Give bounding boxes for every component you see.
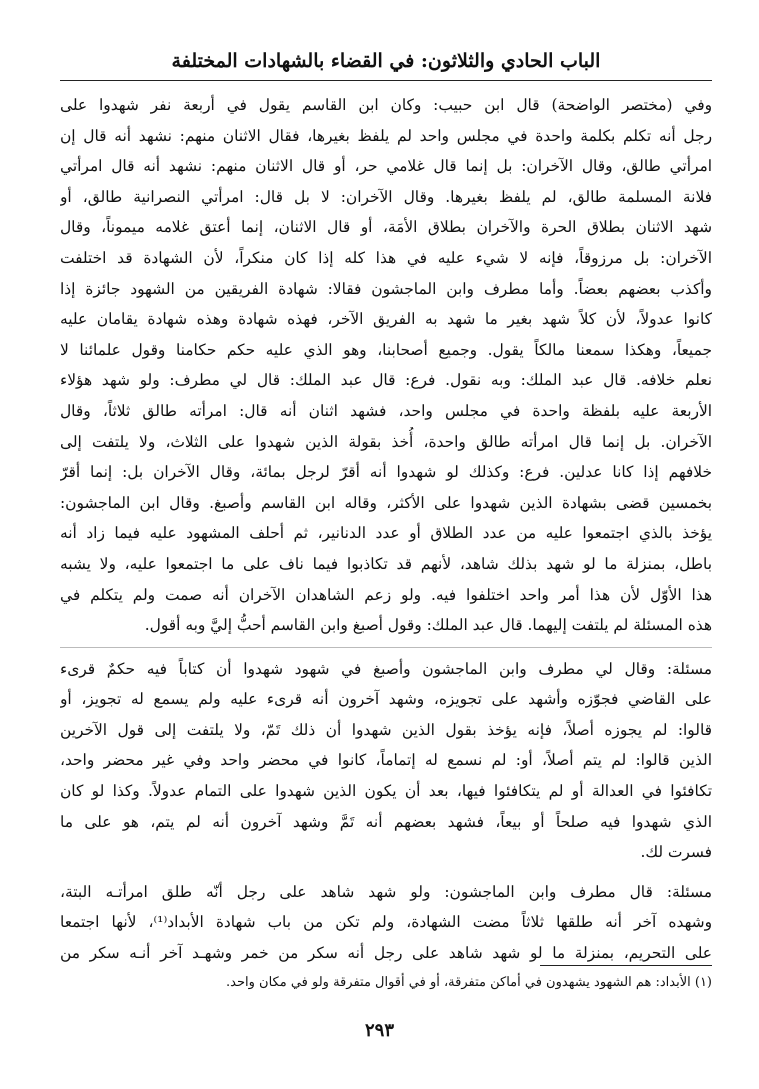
text-line: الآخران. بل إنما قال امرأته طالق واحدة، أُخذ بقولة الذين شهدوا على الثلاث، ولا يلتفت إلى xyxy=(60,432,712,451)
text-line: وأكذب بعضهم بعضاً. وأما مطرف وابن الماجشون فقالا: شهادة الفريقين من الشهود جائزة إذا xyxy=(60,279,712,298)
text-line: امرأتي طالق، وقال الآخران: بل إنما قال غلامي حر، أو قال الاثنان منهم: نشهد أنه قال امرأتي xyxy=(60,157,712,176)
paragraph-gap xyxy=(60,868,712,877)
text-line: بخمسين قضى بشهادة الذين شهدوا على الأكثر، وقاله ابن القاسم وأصبغ. وقال ابن الماجشون: xyxy=(60,493,712,512)
text-line: الذي شهدوا فيه صلحاً أو بيعاً، فشهد بعضهم أنه تَمَّ وشهد آخرون أنه لم يتم، هو على ما xyxy=(60,812,712,831)
paragraph-divider xyxy=(60,647,712,648)
text-line: كانوا عدولاً، لأن كلاً شهد بغير ما شهد به الفريق الآخر، فهذه شهادة وهذه شهادة يقامان عليه xyxy=(60,310,712,329)
footnote: (١) الأبداد: هم الشهود يشهدون في أماكن متفرقة، أو في أقوال متفرقة ولو في مكان واحد. xyxy=(226,975,712,990)
text-line: شهد الاثنان بطلاق الحرة والآخران بطلاق الأمَة، أو قال الاثنان، إنما أعتق غلامه ميموناً، وقال xyxy=(60,218,712,237)
text-line: هذه المسئلة لم يلتفت إليهما. قال عبد الملك: وقول أصبغ وابن القاسم أحبُّ إليَّ وبه أقول. xyxy=(144,616,712,635)
text-line: باطل، بمنزلة ما لو شهد بذلك شاهد، لأنهم قد تكاذبوا فيما ناف على ما اجتمعوا عليه، ولا يشبه xyxy=(60,554,712,573)
text-line: فلانة المسلمة طالق، لم يلفظ بغيرها. وقال الآخران: لا بل قال: امرأتي النصرانية طالق، أو xyxy=(60,187,712,206)
text-line: مسئلة: قال مطرف وابن الماجشون: ولو شهد شاهد على رجل أنّه طلق امرأتـه البتة، xyxy=(60,882,712,901)
text-line: على القاضي فجوّزه وأشهد على تجويزه، وشهد آخرون أنه قرىء عليه ولم يسمع له تجويز، أو xyxy=(60,690,712,709)
page-number: ٢٩٣ xyxy=(364,1020,394,1041)
text-line: مسئلة: وقال لي مطرف وابن الماجشون وأصبغ في شهود شهدوا أن كتاباً فيه حكمٌ قرىء xyxy=(60,659,712,678)
text-line: وفي (مختصر الواضحة) قال ابن حبيب: وكان ابن القاسم يقول في أربعة نفر شهدوا على xyxy=(60,96,712,114)
text-line: هذا الأوّل لأن هذا أمر واحد اختلفوا فيه. ولو زعم الشاهدان الآخران أنه صمت ولم يتكلم في xyxy=(60,585,712,604)
main-text xyxy=(60,90,712,969)
footnote-rule xyxy=(540,965,712,966)
chapter-title: الباب الحادي والثلاثون: في القضاء بالشهادات المختلفة xyxy=(171,50,601,72)
text-line: وشهده آخر أنه طلقها ثلاثاً مضت الشهادة، ولم تكن من باب شهادة الأبداد⁽¹⁾، لأنها اجتمعا xyxy=(60,913,712,932)
text-line: قالوا: لم يجوزه أصلاً، فإنه يؤخذ بقول الذين شهدوا أن ذلك تَمّ، ولا يلتفت إلى قول الآخرين xyxy=(60,720,712,739)
text-line: فسرت لك. xyxy=(640,843,712,862)
paragraph xyxy=(60,877,712,969)
text-line: الأربعة عليه بلفظة واحدة في مجلس واحد، فشهد اثنان أنه قال: امرأته طالق ثلاثاً، وقال xyxy=(60,401,712,420)
text-line: الآخران: بل مرزوقاً، فإنه لا شيء عليه في هذا كله إذا كان منكراً، لأن الشهادة قد اختلفت xyxy=(60,248,712,267)
text-line: الذين قالوا: لم يتم أصلاً، أو: لم نسمع له إتماماً، كانوا في محضر واحد وفي غير محضر واحد، xyxy=(60,751,712,770)
text-line: جميعاً، وهكذا سمعنا مالكاً يقول. وجميع أصحابنا، وهو الذي عليه حكم حكامنا وقول علمائنا لا xyxy=(60,340,712,359)
page-header xyxy=(60,44,712,81)
text-line: رجل أنه تكلم بكلمة واحدة في مجلس واحد لم يلفظ بغيرها، فقال الاثنان منهم: نشهد أنه قال إن xyxy=(60,126,712,145)
paragraph xyxy=(60,90,712,641)
text-line: تكافئوا في العدالة أو لم يتكافئوا فيها، بعد أن يكون الذين شهدوا على التمام عدولاً. وكذا لو كان xyxy=(60,782,712,801)
text-line: نعلم خلافه. قال عبد الملك: وبه نقول. فرع: قال عبد الملك: قال لي مطرف: ولو شهد هؤلاء xyxy=(60,371,712,390)
paragraph xyxy=(60,654,712,868)
text-line: خلافهم إذا كانا عدلين. فرع: وكذلك لو شهدوا أنه أقرّ لرجل بمائة، وقال الآخران بل: إنما أقرّ xyxy=(60,463,712,482)
text-line: يؤخذ بالذي اجتمعوا عليه من عدد الطلاق أو عدد الدنانير، ثم أحلف المشهود عليه فيما زاد أنه xyxy=(60,524,712,543)
text-line: على التحريم، بمنزلة ما لو شهد شاهد على رجل أنه سكر من خمر وشهـد آخر أنـه سكر من xyxy=(60,944,712,963)
